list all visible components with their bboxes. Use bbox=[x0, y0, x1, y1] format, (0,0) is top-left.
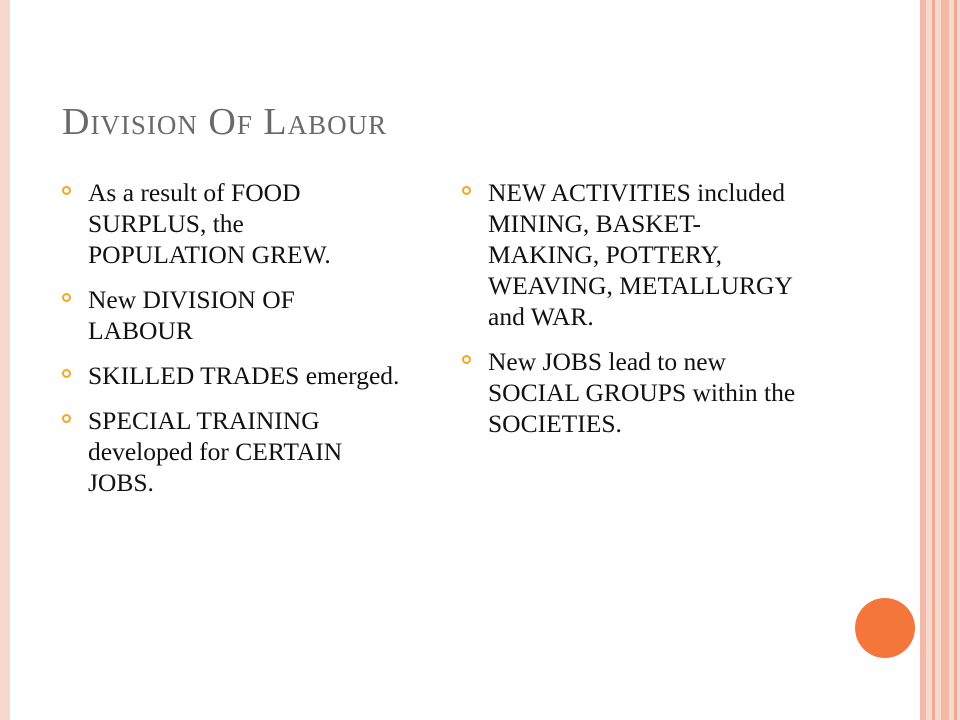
list-item bbox=[62, 360, 402, 391]
list-item bbox=[62, 284, 402, 346]
decorative-circle bbox=[855, 598, 915, 658]
list-item bbox=[462, 177, 812, 332]
list-item-text: SPECIAL TRAINING developed for CERTAIN JOBS. bbox=[88, 406, 343, 497]
list-item bbox=[62, 405, 402, 498]
decorative-stripe bbox=[932, 0, 935, 720]
list-item-text: NEW ACTIVITIES included MINING, BASKET-MAKING, POTTERY, WEAVING, METALLURGY and WAR. bbox=[488, 178, 792, 331]
list-item bbox=[462, 346, 812, 439]
bullet-icon bbox=[62, 186, 71, 195]
list-item-text: New JOBS lead to new SOCIAL GROUPS within the SOCIETIES. bbox=[488, 347, 796, 438]
list-item-text: As a result of FOOD SURPLUS, the POPULATION GREW. bbox=[88, 178, 331, 269]
bullet-icon bbox=[62, 369, 71, 378]
left-bullet-list bbox=[62, 177, 402, 512]
decorative-stripe bbox=[954, 0, 957, 720]
decorative-stripe bbox=[920, 0, 926, 720]
bullet-icon bbox=[62, 293, 71, 302]
right-bullet-list bbox=[462, 177, 812, 453]
bullet-icon bbox=[62, 414, 71, 423]
list-item-text: SKILLED TRADES emerged. bbox=[88, 361, 400, 390]
list-item bbox=[62, 177, 402, 270]
bullet-icon bbox=[462, 355, 471, 364]
list-item-text: New DIVISION OF LABOUR bbox=[88, 285, 295, 345]
bullet-icon bbox=[462, 186, 471, 195]
slide-title: Division Of Labour bbox=[62, 101, 388, 143]
decorative-stripe bbox=[941, 0, 949, 720]
